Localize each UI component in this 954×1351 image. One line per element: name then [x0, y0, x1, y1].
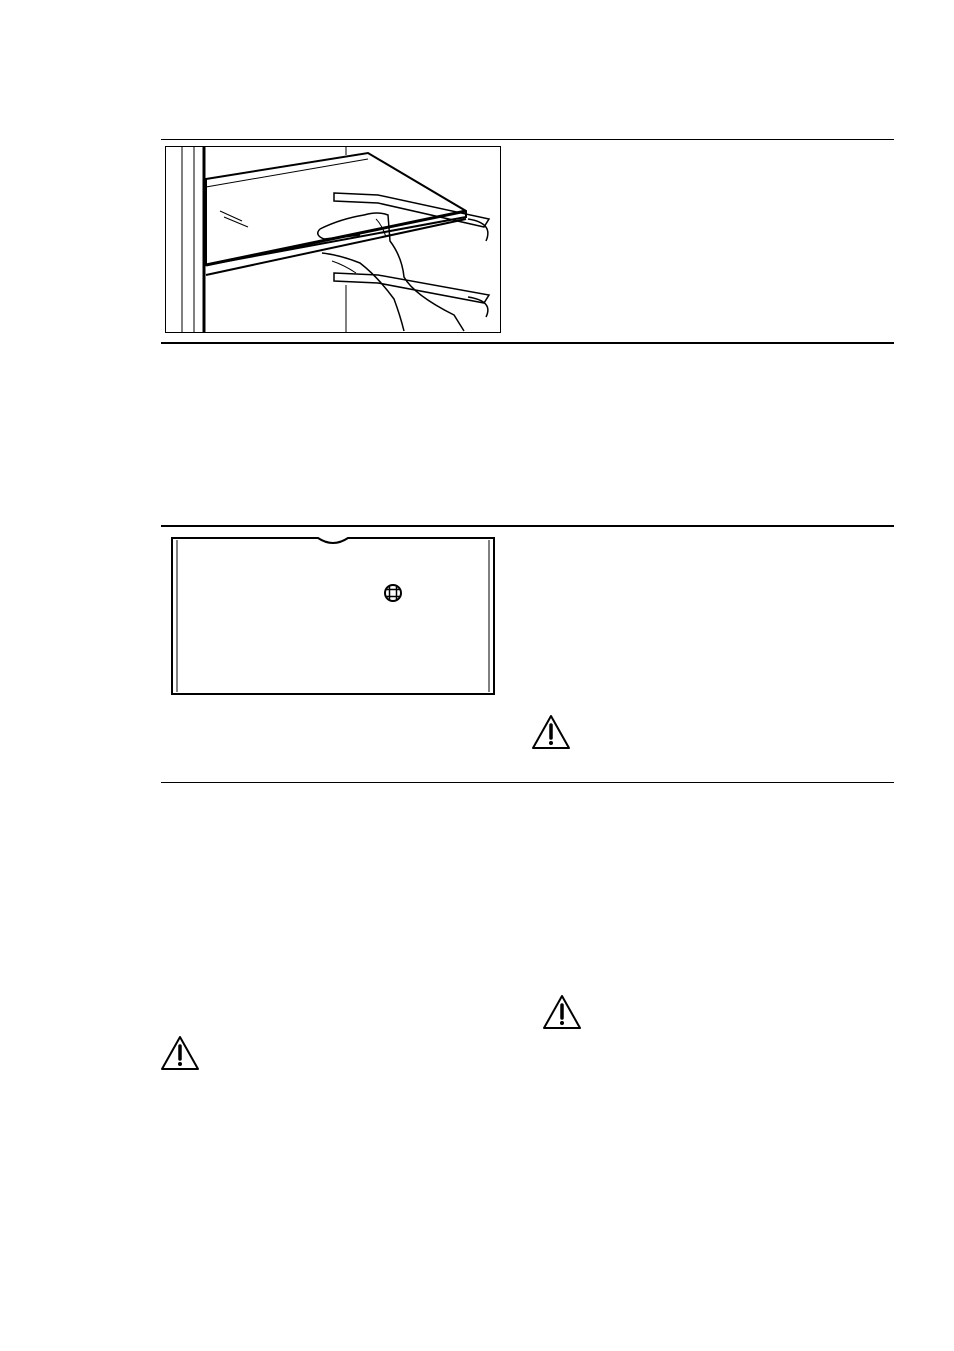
section-rule-top-2	[161, 525, 894, 527]
warning-triangle-icon	[159, 1034, 201, 1072]
section-rule-bottom-1	[161, 342, 894, 344]
section-rule-bottom-2	[161, 782, 894, 783]
vent-grid-icon	[385, 585, 401, 601]
section-rule-top-1	[161, 139, 894, 140]
warning-triangle-icon	[541, 993, 583, 1031]
warning-triangle-icon	[530, 713, 572, 751]
shelf-removal-illustration	[164, 145, 502, 335]
crisper-drawer-illustration	[170, 536, 496, 696]
